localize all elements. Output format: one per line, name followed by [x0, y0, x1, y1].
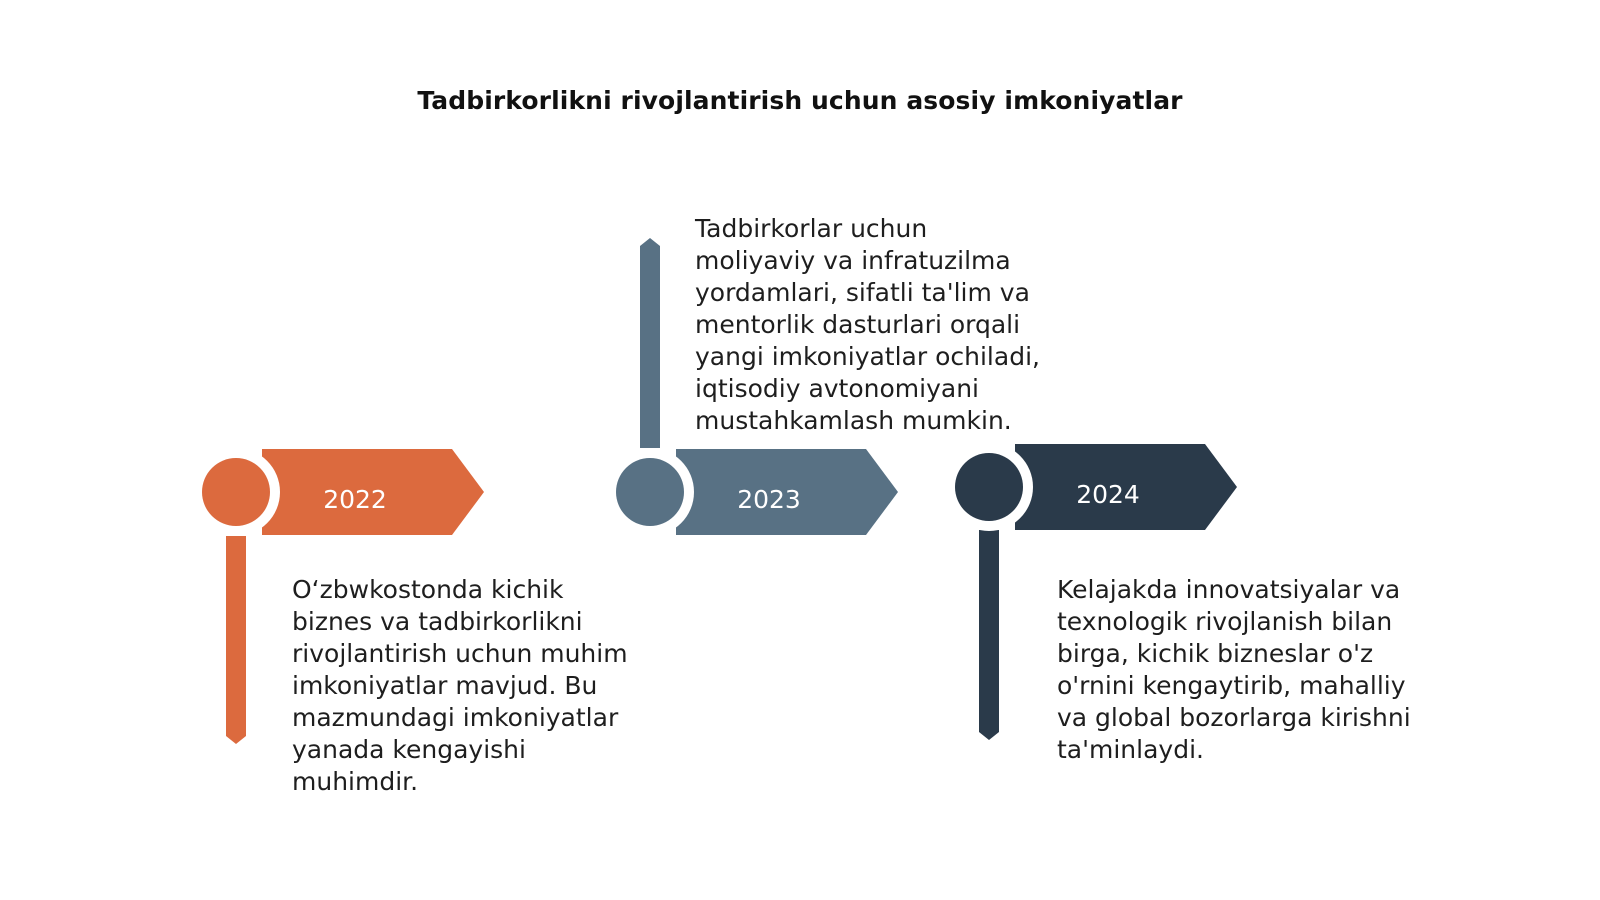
- milestone-2023-description: Tadbirkorlar uchun moliyaviy va infratuzilma yordamlari, sifatli ta'lim va mentorlik dasturlari orqali yangi imkoniyatlar ochiladi, iqtisodiy avtonomiyani mustahkamlash mumkin.: [695, 214, 1040, 435]
- page-title: Tadbirkorlikni rivojlantirish uchun asosiy imkoniyatlar: [417, 86, 1183, 115]
- milestone-2023-stem: [640, 238, 660, 448]
- milestone-2022-year: 2022: [323, 485, 387, 514]
- milestone-2022-dot: [202, 458, 270, 526]
- milestone-2023-year: 2023: [737, 485, 801, 514]
- milestone-2022-description: O‘zbwkostonda kichik biznes va tadbirkorlikni rivojlantirish uchun muhim imkoniyatlar mavjud. Bu mazmundagi imkoniyatlar yanada kengayishi muhimdir.: [292, 575, 628, 796]
- milestone-2024-stem: [979, 530, 999, 740]
- milestone-2024-description: Kelajakda innovatsiyalar va texnologik rivojlanish bilan birga, kichik bizneslar o'z o'rnini kengaytirib, mahalliy va global bozorlarga kirishni ta'minlaydi.: [1057, 575, 1411, 764]
- milestone-2024-dot: [955, 453, 1023, 521]
- milestone-2023-dot: [616, 458, 684, 526]
- milestone-2022-stem: [226, 536, 246, 744]
- milestone-2024-year: 2024: [1076, 480, 1140, 509]
